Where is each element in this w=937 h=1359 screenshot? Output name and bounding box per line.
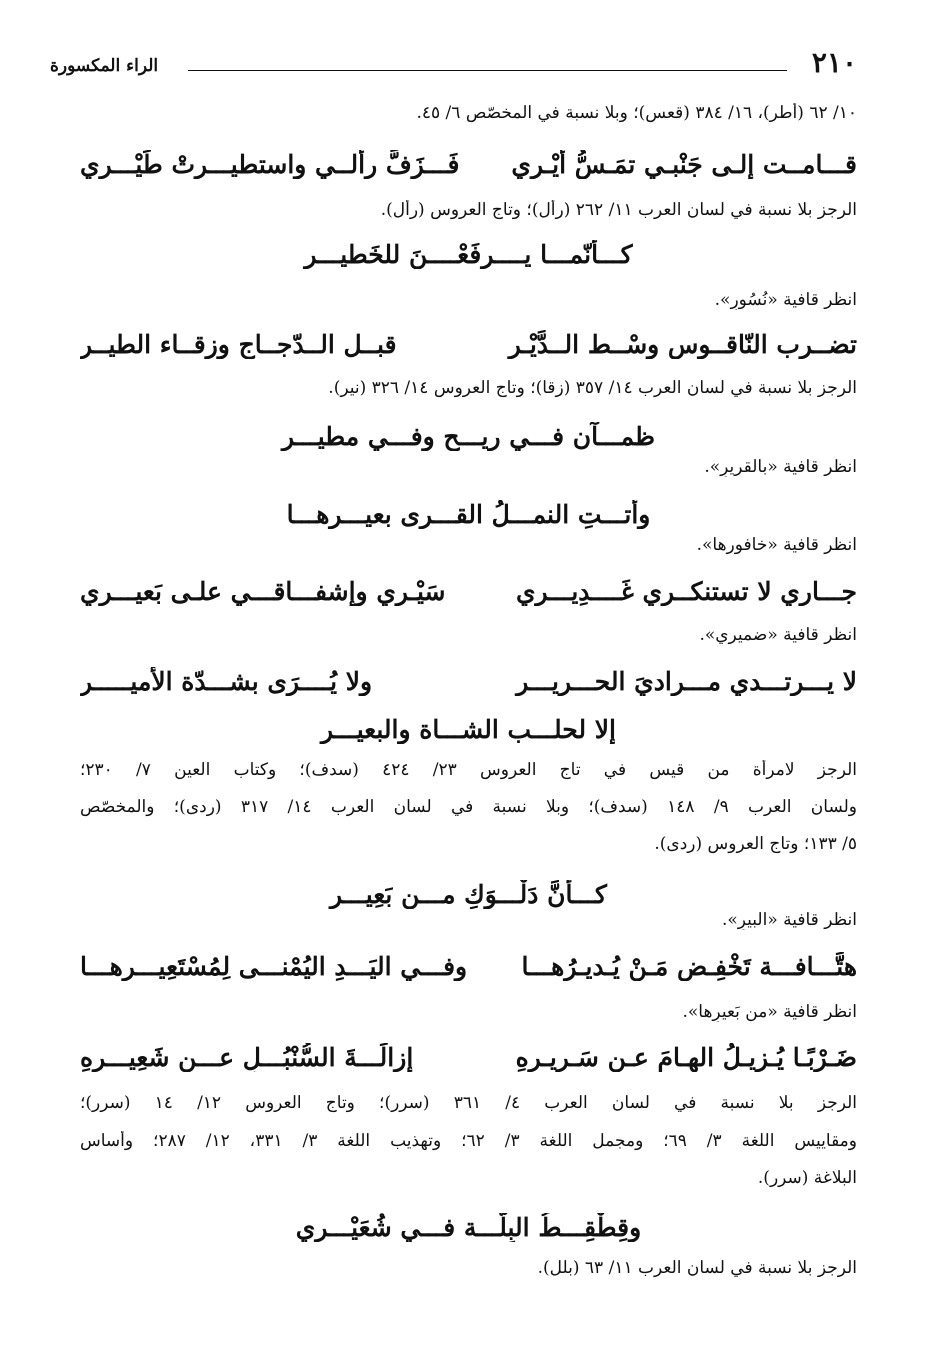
verse-first-hemistich: ضَـرْبًـا يُـزيـلُ الهـامَ عـن سَـريـرِهِ [515,1043,857,1072]
verse-line-centered: كـــأنَّ دَلْـــوَكِ مـــن بَعِيـــرِ [330,880,607,909]
citation-note: ١٠/ ٦٢ (أطر)، ١٦/ ٣٨٤ (قعس)؛ وبلا نسبة في المخصّص ٦/ ٤٥. [416,103,857,123]
citation-note: انظر قافية «البيرِ». [721,910,857,930]
header-rule [188,70,787,71]
verse-second-hemistich: إزالَـــةَ السُّنْبُـــلِ عـــن شَعِيـــرِهِ [80,1043,414,1072]
chapter-title: الراء المكسورة [50,56,159,76]
verse-first-hemistich: تضــرب النّاقــوس وسْــط الــدَّيْـرِ [508,330,857,359]
citation-note: الرجز بلا نسبة في لسان العرب ١١/ ٢٦٢ (رأل)؛ وتاج العروس (رأل). [380,200,857,220]
citation-note: انظر قافية «ضميري». [699,625,857,645]
verse-first-hemistich: جـــاري لا تستنكــري غَــــدِيـــرِي [515,577,857,606]
verse-line [80,150,857,179]
citation-note: انظر قافية «من بَعيرِها». [682,1002,857,1022]
verse-second-hemistich: فَـــزَفَّ رألــي واستطيـــرتْ طَيْـــري [80,150,460,179]
citation-note: انظر قافية «نُسُورِ». [714,290,857,310]
verse-line-centered: كـــأنّمـــا يــــرفَعْــــنَ للخَطيـــرِ [304,240,633,269]
verse-second-hemistich: قبــل الــدّجــاج وزقــاء الطيــرِ [80,330,397,359]
verse-first-hemistich: قـــامــت إلـى جَنْبـي تمَـسُّ أيْـري [511,150,857,179]
verse-second-hemistich: سَيْـرِي وإشفـــاقـــي علـى بَعيـــرِي [80,577,446,606]
verse-first-hemistich: هتَّـــافـــة تَخْفِـض مَـنْ يُـديـرُهـــا [521,952,857,981]
citation-note: الرجز بلا نسبة في لسان العرب ٤/ ٣٦١ (سرر)؛ وتاج العروس ١٢/ ١٤ (سرر)؛ [80,1093,857,1113]
citation-note: الرجز بلا نسبة في لسان العرب ١١/ ٦٣ (بلل). [537,1258,857,1278]
citation-note: ومقاييس اللغة ٣/ ٦٩؛ ومجمل اللغة ٣/ ٦٢؛ وتهذيب اللغة ٣/ ٣٣١، ١٢/ ٢٨٧؛ وأساس [80,1131,857,1151]
page-header [50,46,857,86]
verse-line [80,330,857,359]
verse-second-hemistich: وفـــي اليَـــدِ اليُمْنـــى لِمُسْتَعِيـــرِهـــا [80,952,468,981]
verse-first-hemistich: لا يـــرتـــدي مـــراديَ الحـــريـــرِ [516,667,857,696]
citation-note: ولسان العرب ٩/ ١٤٨ (سدف)؛ وبلا نسبة في لسان العرب ١٤/ ٣١٧ (ردى)؛ والمخصّص [80,797,857,817]
citation-note: الرجز بلا نسبة في لسان العرب ١٤/ ٣٥٧ (زقا)؛ وتاج العروس ١٤/ ٣٢٦ (نير). [328,378,857,398]
page-number: ٢١٠ [811,46,857,79]
citation-note: الرجز لامرأة من قيس في تاج العروس ٢٣/ ٤٢٤ (سدف)؛ وكتاب العين ٧/ ٢٣٠؛ [80,760,857,780]
citation-note: انظر قافية «بالقريرِ». [704,457,857,477]
verse-line-centered: وأتـــتِ النمـــلُ القـــرى بعيـــرِهـــا [286,500,651,529]
citation-note: ٥/ ١٣٣؛ وتاج العروس (ردى). [654,834,857,854]
verse-line-centered: ظمـــآن فـــي ريـــحِ وفـــي مطيـــرِ [281,422,656,451]
citation-note: انظر قافية «خافورها». [696,535,857,555]
verse-line [80,952,857,981]
verse-line-centered: وقِطْقِـــطُ البِلَّـــة فـــي شُعَيْـــرِي [295,1213,642,1242]
verse-line-centered: إلا لحلـــب الشـــاة والبعيـــرِ [321,715,616,744]
verse-second-hemistich: ولا يُــــرَى بشـــدّة الأميـــــرِ [80,667,373,696]
verse-line [80,1043,857,1072]
verse-line [80,577,857,606]
citation-note: البلاغة (سرر). [757,1168,857,1188]
verse-line [80,667,857,696]
